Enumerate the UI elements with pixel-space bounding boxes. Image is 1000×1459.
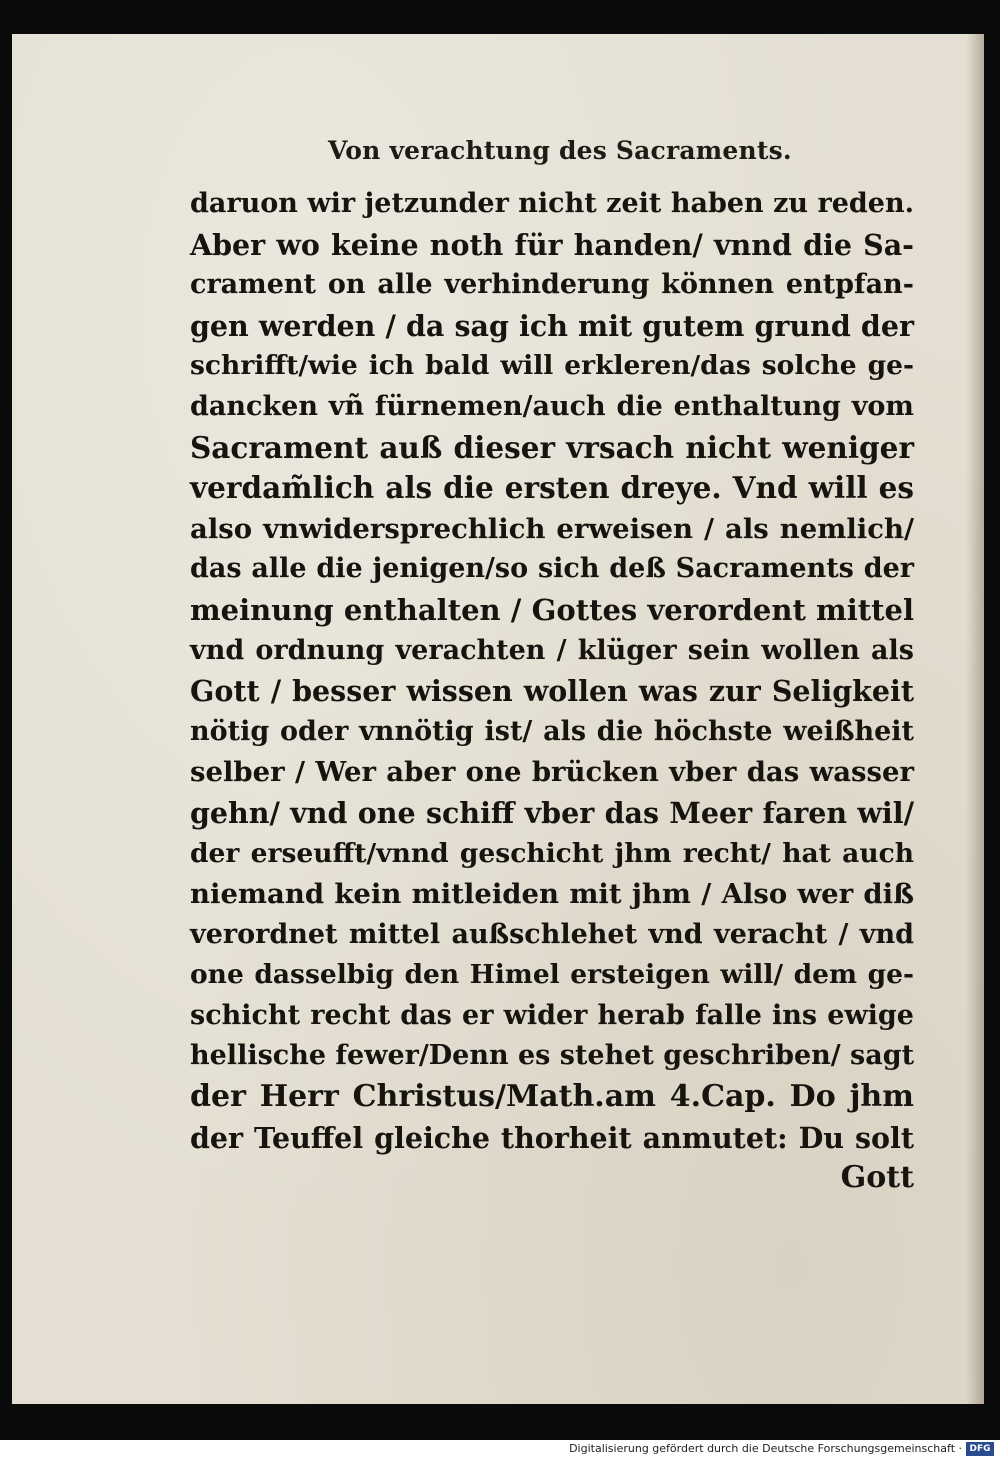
text-line: hellische fewer/Denn es stehet geschriben/ sagt [190,1040,915,1072]
text-line: schrifft/wie ich bald will erkleren/das solche ge- [190,350,914,382]
catchword: Gott [840,1160,914,1196]
page-edge-shadow [966,34,984,1404]
text-line: verordnet mittel außschlehet vnd veracht / vnd [190,918,914,950]
footer-bar [0,1440,1000,1459]
text-line: crament on alle verhinderung können entpfan- [190,269,914,301]
text-line: also vnwidersprechlich erweisen / als nemlich/ [190,512,914,545]
text-line: verdam̃lich als die ersten dreye. Vnd will es [190,470,914,506]
text-line: der erseufft/vnnd geschicht jhm recht/ hat auch [190,837,914,869]
text-line: daruon wir jetzunder nicht zeit haben zu reden. [190,188,914,219]
dfg-logo: DFG [966,1442,994,1456]
text-line: der Herr Christus/Math.am 4.Cap. Do jhm [190,1079,914,1115]
text-line: Aber wo keine noth für handen/ vnnd die Sa- [190,227,914,262]
text-line: gehn/ vnd one schiff vber das Meer faren wil/ [190,795,914,830]
text-line: Sacrament auß dieser vrsach nicht weniger [190,429,914,465]
text-line: vnd ordnung verachten / klüger sein wollen als [190,634,914,666]
text-line: nötig oder vnnötig ist/ als die höchste weißheit [190,715,914,747]
funding-credit: Digitalisierung gefördert durch die Deutsche Forschungsgemeinschaft · [569,1442,962,1455]
body-text [190,184,914,1199]
text-line: niemand kein mitleiden mit jhm / Also wer diß [190,878,914,911]
text-line: gen werden / da sag ich mit gutem grund der [190,308,914,343]
text-line: meinung enthalten / Gottes verordent mittel [190,592,914,627]
running-head: Von verachtung des Sacraments. [328,136,792,165]
text-line: dancken vñ fürnemen/auch die enthaltung vom [190,390,914,422]
text-line: der Teuffel gleiche thorheit anmutet: Du solt [190,1120,914,1155]
text-line: das alle die jenigen/so sich deß Sacraments der [190,553,914,585]
text-line: one dasselbig den Himel ersteigen will/ dem ge- [190,959,914,991]
text-line: schicht recht das er wider herab falle ins ewige [190,999,914,1031]
text-line: selber / Wer aber one brücken vber das wasser [190,756,914,789]
text-line: Gott / besser wissen wollen was zur Seligkeit [190,674,914,709]
